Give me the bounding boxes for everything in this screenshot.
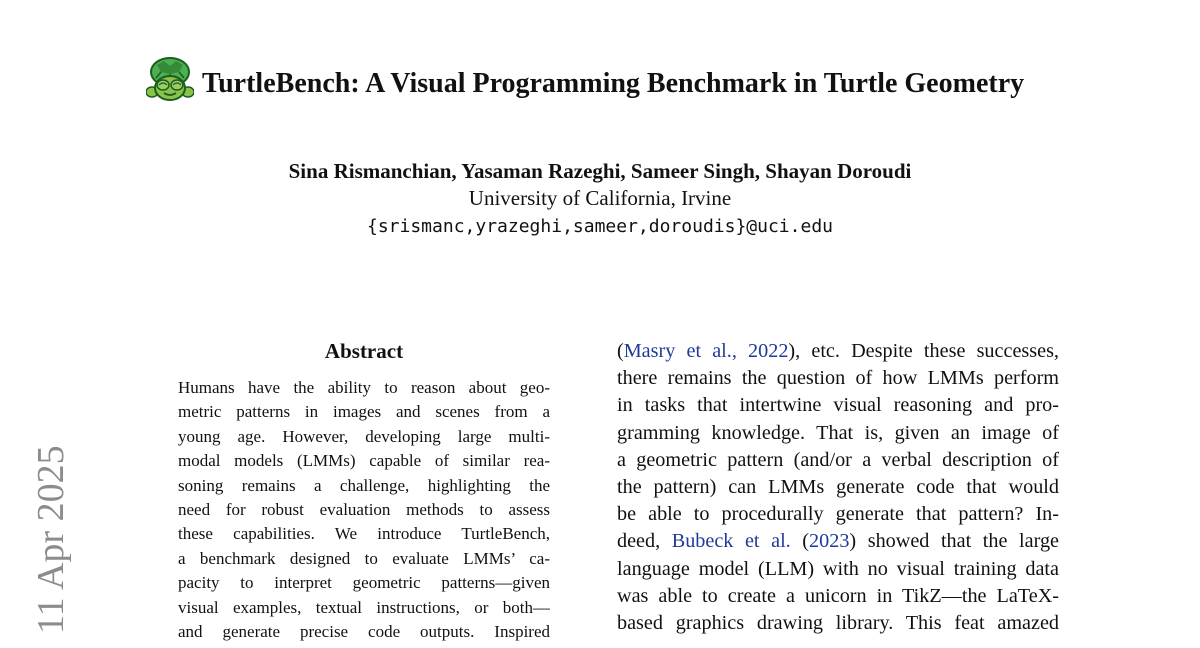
intro-line: be able to procedurally generate that pattern? In- xyxy=(617,503,1059,526)
intro-line-text: showed that the large xyxy=(856,530,1059,553)
intro-line: there remains the question of how LMMs perform xyxy=(617,367,1059,390)
paper-title: TurtleBench: A Visual Programming Benchmark in Turtle Geometry xyxy=(202,68,1025,99)
abstract-line: visual examples, textual instructions, or both— xyxy=(178,597,550,617)
abstract-line: soning remains a challenge, highlighting the xyxy=(178,475,550,495)
citation-year-bubeck[interactable]: 2023 xyxy=(809,530,850,553)
author-names: Sina Rismanchian, Yasaman Razeghi, Sameer Singh, Shayan Doroudi xyxy=(288,159,912,183)
turtle-emoji-icon xyxy=(146,56,194,102)
intro-line: language model (LLM) with no visual training data xyxy=(617,557,1059,580)
intro-column xyxy=(617,338,1059,648)
abstract-line: pacity to interpret geometric patterns—given xyxy=(178,573,550,593)
arxiv-date-text: 11 Apr 2025 xyxy=(30,445,72,634)
intro-line: in tasks that intertwine visual reasoning and pro- xyxy=(617,394,1059,417)
title-row xyxy=(146,56,1076,102)
abstract-body xyxy=(178,376,550,644)
intro-line: based graphics drawing library. This feat amazed xyxy=(617,612,1059,635)
citation-link-bubeck[interactable]: Bubeck et al. xyxy=(671,530,791,553)
author-block xyxy=(200,157,1000,242)
intro-line: a geometric pattern (and/or a verbal description of xyxy=(617,448,1059,471)
intro-line: gramming knowledge. That is, given an image of xyxy=(617,421,1059,444)
arxiv-date-stamp xyxy=(28,428,74,634)
abstract-line: a benchmark designed to evaluate LMMs’ ca- xyxy=(178,548,550,568)
abstract-line: modal models (LMMs) capable of similar rea- xyxy=(178,451,550,471)
abstract-line: young age. However, developing large multi- xyxy=(178,426,550,446)
abstract-line: and generate precise code outputs. Inspired xyxy=(178,622,550,642)
abstract-heading: Abstract xyxy=(324,339,404,363)
intro-line-text: ), etc. Despite these successes, xyxy=(788,340,1059,362)
abstract-line: need for robust evaluation methods to assess xyxy=(178,500,550,520)
abstract-line: metric patterns in images and scenes from a xyxy=(178,402,550,422)
intro-line: was able to create a unicorn in TikZ—the LaTeX- xyxy=(617,584,1059,607)
citation-link-masry[interactable]: Masry et al., 2022 xyxy=(623,340,789,362)
abstract-line: Humans have the ability to reason about geo- xyxy=(178,378,550,397)
intro-line: the pattern) can LMMs generate code that would xyxy=(617,476,1059,499)
intro-line: deed, Bubeck et al. (2023) showed that the large xyxy=(617,530,1059,553)
author-emails: {srismanc,yrazeghi,sameer,doroudis}@uci.edu xyxy=(367,216,833,237)
abstract-line: these capabilities. We introduce TurtleBench, xyxy=(178,524,550,544)
intro-line-text: deed, xyxy=(617,530,672,553)
intro-line: (Masry et al., 2022), etc. Despite these successes, xyxy=(617,340,1059,362)
author-affiliation: University of California, Irvine xyxy=(468,186,732,210)
